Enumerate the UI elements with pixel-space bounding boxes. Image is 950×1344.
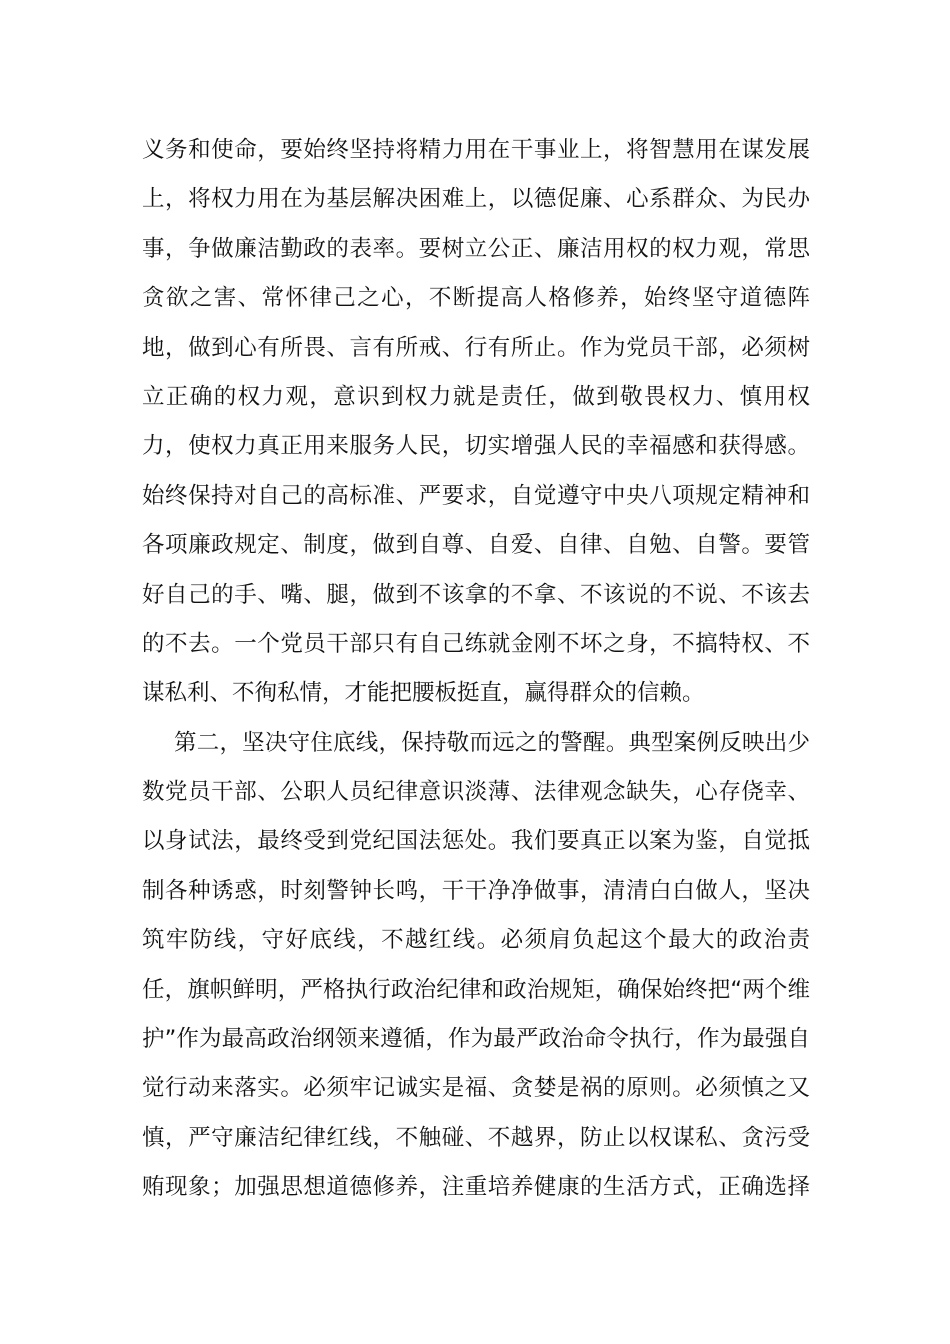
- paragraph-1-line: 贪欲之害、常怀律己之心，不断提高人格修养，始终坚守道德阵: [142, 285, 810, 312]
- paragraph-1-line: 义务和使命，要始终坚持将精力用在干事业上，将智慧用在谋发展: [142, 137, 810, 163]
- paragraph-2-line: 筑牢防线，守好底线，不越红线。必须肩负起这个最大的政治责: [142, 927, 810, 954]
- paragraph-2-line: 制各种诱惑，时刻警钟长鸣，干干净净做事，清清白白做人，坚决: [142, 877, 810, 904]
- paragraph-1-line: 各项廉政规定、制度，做到自尊、自爱、自律、自勉、自警。要管: [142, 532, 810, 559]
- paragraph-1-line: 地，做到心有所畏、言有所戒、行有所止。作为党员干部，必须树: [142, 334, 810, 361]
- paragraph-2-line: 觉行动来落实。必须牢记诚实是福、贪婪是祸的原则。必须慎之又: [142, 1075, 810, 1102]
- paragraph-1-line: 始终保持对自己的高标准、严要求，自觉遵守中央八项规定精神和: [142, 482, 810, 509]
- paragraph-2-line: 护”作为最高政治纲领来遵循，作为最严政治命令执行，作为最强自: [142, 1026, 810, 1053]
- body-text: [142, 126, 810, 1213]
- paragraph-1-line: 力，使权力真正用来服务人民，切实增强人民的幸福感和获得感。: [142, 433, 810, 460]
- paragraph-1-line: 谋私利、不徇私情，才能把腰板挺直，赢得群众的信赖。: [142, 680, 705, 707]
- paragraph-2-line: 第二，坚决守住底线，保持敬而远之的警醒。典型案例反映出少: [174, 729, 810, 756]
- paragraph-2-line: 贿现象；加强思想道德修养，注重培养健康的生活方式，正确选择: [142, 1174, 810, 1201]
- paragraph-1-line: 立正确的权力观，意识到权力就是责任，做到敬畏权力、慎用权: [142, 383, 810, 410]
- paragraph-1-line: 上，将权力用在为基层解决困难上，以德促廉、心系群众、为民办: [142, 186, 810, 213]
- paragraph-2-line: 慎，严守廉洁纪律红线，不触碰、不越界，防止以权谋私、贪污受: [142, 1124, 810, 1151]
- paragraph-1-line: 的不去。一个党员干部只有自己练就金刚不坏之身，不搞特权、不: [142, 630, 810, 657]
- paragraph-1-line: 好自己的手、嘴、腿，做到不该拿的不拿、不该说的不说、不该去: [142, 581, 810, 608]
- paragraph-2-line: 数党员干部、公职人员纪律意识淡薄、法律观念缺失，心存侥幸、: [142, 779, 810, 806]
- paragraph-2-line: 以身试法，最终受到党纪国法惩处。我们要真正以案为鉴，自觉抵: [142, 828, 810, 855]
- paragraph-1-line: 事，争做廉洁勤政的表率。要树立公正、廉洁用权的权力观，常思: [142, 235, 810, 262]
- paragraph-2-line: 任，旗帜鲜明，严格执行政治纪律和政治规矩，确保始终把“两个维: [142, 976, 810, 1003]
